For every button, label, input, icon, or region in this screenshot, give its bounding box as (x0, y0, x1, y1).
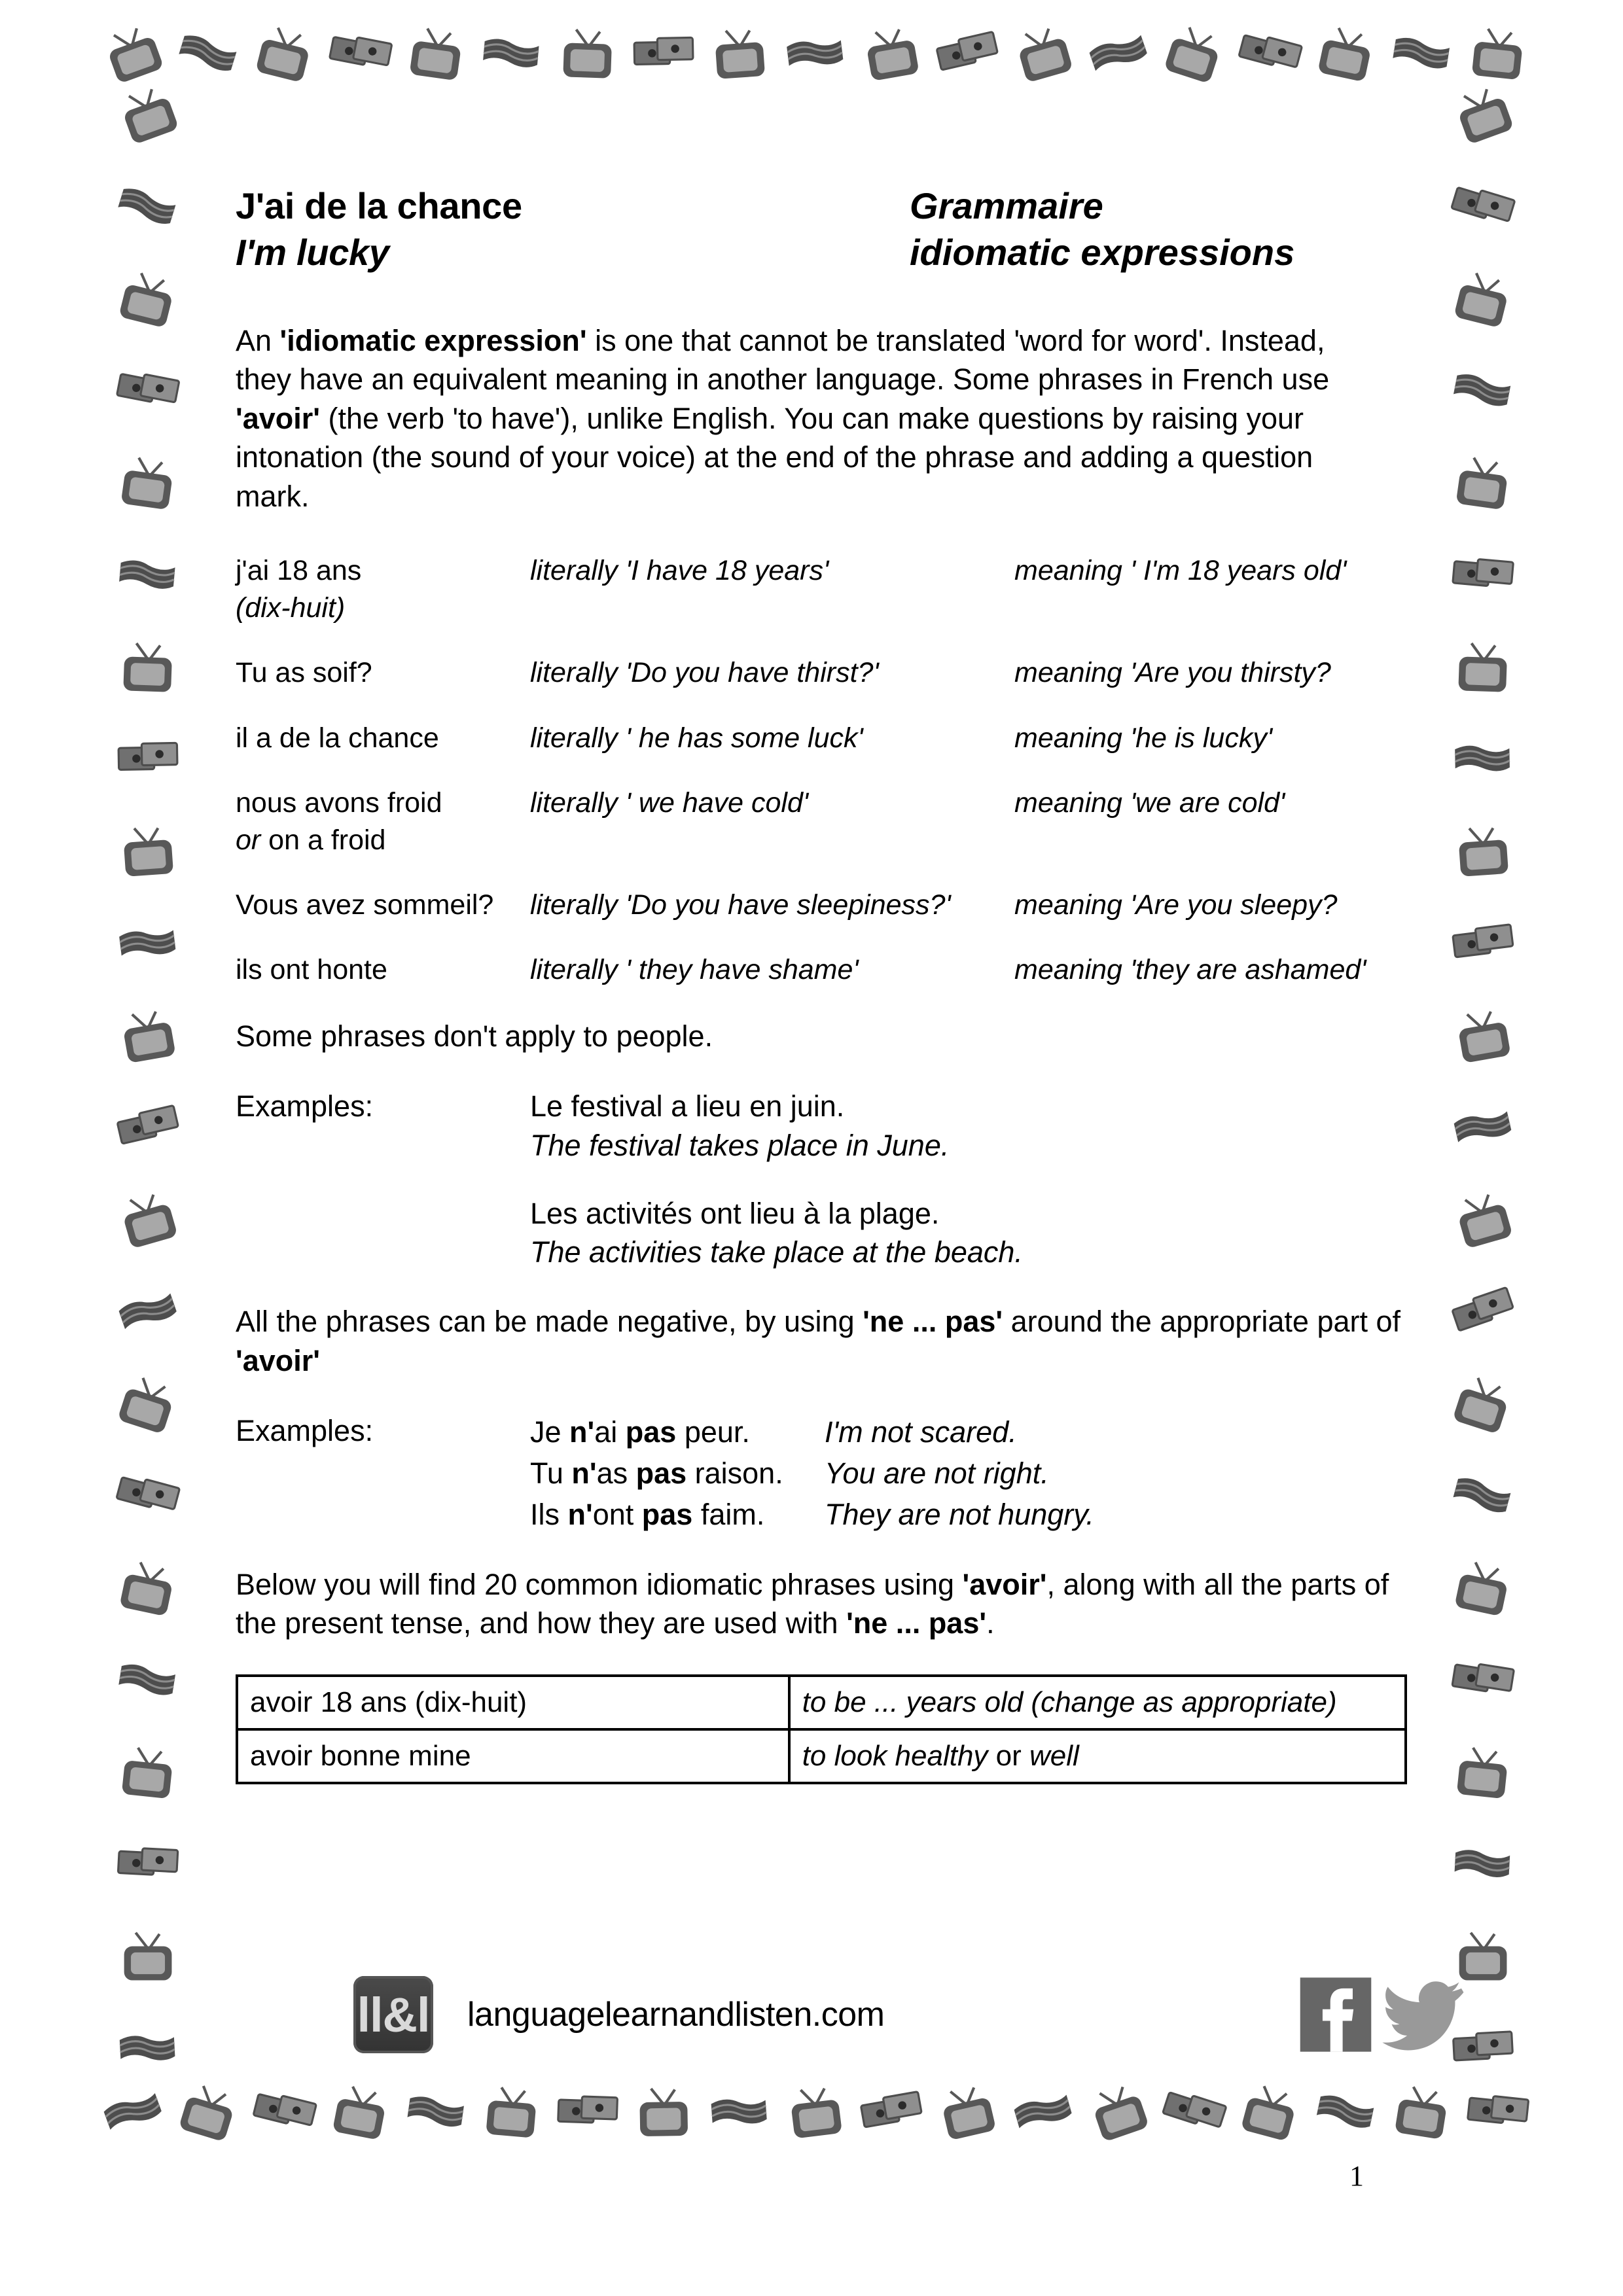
table-cell-english (789, 1676, 1406, 1729)
money-icon (250, 2076, 318, 2144)
idiom-french: Tu as soif? (236, 657, 372, 689)
tv-icon (1448, 631, 1516, 699)
tv-icon (1084, 2076, 1152, 2144)
idiom-meaning: meaning 'we are cold' (1014, 786, 1285, 819)
idiom-literal: literally 'Do you have thirst?' (530, 657, 879, 689)
idiom-row (236, 887, 1407, 924)
idiom-french-alt: on a froid (260, 824, 386, 856)
tv-icon (113, 1000, 181, 1068)
idiom-literal: literally 'I have 18 years' (530, 555, 829, 587)
example-french: Le festival a lieu en juin. (530, 1089, 845, 1123)
flag-icon (113, 1644, 181, 1712)
tv-icon (174, 2076, 242, 2144)
money-icon (1160, 2076, 1228, 2144)
money-icon (1448, 908, 1516, 976)
idiom-table (236, 552, 1407, 989)
flag-icon (705, 2076, 773, 2144)
money-icon (1448, 1276, 1516, 1344)
examples-places-body (530, 1087, 1407, 1272)
tv-icon (1236, 2076, 1304, 2144)
flag-icon (113, 171, 181, 239)
idiom-french (236, 552, 530, 627)
phrase-table (236, 1674, 1407, 1784)
tv-icon (781, 2076, 849, 2144)
tv-icon (1448, 815, 1516, 883)
example-french: Les activités ont lieu à la plage. (530, 1196, 940, 1230)
flag-icon (98, 2076, 166, 2144)
example-pair (530, 1194, 1407, 1273)
table-cell-french: avoir bonne mine (237, 1729, 789, 1783)
flag-icon (1448, 355, 1516, 423)
flag-icon (113, 908, 181, 976)
tv-icon (113, 1184, 181, 1252)
idiom-french-main: j'ai 18 ans (236, 555, 362, 587)
idiom-meaning: meaning ' I'm 18 years old' (1014, 555, 1347, 587)
money-icon (933, 18, 1001, 86)
flag-icon (1448, 1460, 1516, 1528)
tv-icon (857, 18, 925, 86)
flag-icon (1008, 2076, 1077, 2144)
flag-icon (1448, 723, 1516, 791)
flag-icon (113, 2013, 181, 2081)
page-title-french: J'ai de la chance (236, 185, 522, 226)
money-icon (326, 18, 394, 86)
money-icon (1448, 1644, 1516, 1712)
brand-logo: ll&l (353, 1976, 433, 2053)
neg-post: raison. (687, 1457, 783, 1491)
negative-example-row (530, 1453, 1407, 1494)
idiom-or-word: or (236, 824, 261, 856)
table-cell-english (789, 1729, 1406, 1783)
tv-icon (933, 2076, 1001, 2144)
flag-icon (781, 18, 849, 86)
idiom-french: Vous avez sommeil? (236, 889, 494, 921)
closing-text-2: , along with all the parts of the present tense, and how they are used with (236, 1568, 1389, 1640)
twitter-icon[interactable] (1381, 1976, 1466, 2053)
money-icon (1463, 2076, 1531, 2144)
negative-french (530, 1453, 825, 1494)
neg-post: faim. (692, 1498, 765, 1532)
social-links (1297, 1976, 1466, 2053)
negative-example-row (530, 1494, 1407, 1535)
decorative-border-left (105, 79, 190, 2081)
decorative-border-top (98, 9, 1531, 94)
examples-negative-block (236, 1411, 1407, 1535)
money-icon (1236, 18, 1304, 86)
flag-icon (113, 539, 181, 607)
neg-bold-ne: n' (567, 1498, 593, 1532)
tv-icon (553, 18, 621, 86)
money-icon (1448, 171, 1516, 239)
negative-english: I'm not scared. (825, 1415, 1017, 1449)
decorative-border-right (1440, 79, 1525, 2081)
tv-icon (477, 2076, 545, 2144)
tv-icon (705, 18, 773, 86)
money-icon (113, 1828, 181, 1896)
tv-icon (98, 18, 166, 86)
negative-bold-2: 'avoir' (236, 1343, 320, 1377)
tv-icon (1448, 1000, 1516, 1068)
money-icon (113, 1091, 181, 1159)
neg-bold-ne: n' (571, 1457, 597, 1491)
idiom-french: ils ont honte (236, 954, 387, 986)
negative-french (530, 1411, 825, 1453)
tv-icon (629, 2076, 697, 2144)
tv-icon (1448, 263, 1516, 331)
negative-text-1: All the phrases can be made negative, by using (236, 1305, 863, 1339)
example-pair (530, 1087, 1407, 1165)
idiom-row (236, 552, 1407, 627)
website-url[interactable]: languagelearnandlisten.com (467, 1996, 885, 2034)
example-english: The festival takes place in June. (530, 1128, 950, 1162)
money-icon (553, 2076, 621, 2144)
idiom-meaning: meaning 'Are you sleepy? (1014, 889, 1338, 921)
idiom-french-main: nous avons froid (236, 786, 442, 819)
table-cell-french: avoir 18 ans (dix-huit) (237, 1676, 789, 1729)
tv-icon (113, 1920, 181, 1988)
closing-bold-2: 'ne ... pas' (846, 1606, 987, 1640)
header-left (236, 183, 910, 275)
cell-upright: or (995, 1739, 1022, 1772)
tv-icon (1008, 18, 1077, 86)
closing-text-1: Below you will find 20 common idiomatic phrases using (236, 1568, 963, 1602)
decorative-border-bottom (98, 2068, 1531, 2153)
money-icon (113, 355, 181, 423)
negative-english: You are not right. (825, 1457, 1049, 1491)
flag-icon (1387, 18, 1455, 86)
neg-pre: Tu (530, 1457, 572, 1491)
tv-icon (1448, 79, 1516, 147)
flag-icon (113, 1276, 181, 1344)
examples-negative-body (530, 1411, 1407, 1535)
examples-label: Examples: (236, 1089, 374, 1123)
negative-note (236, 1302, 1407, 1380)
tv-icon (113, 79, 181, 147)
tv-icon (1448, 1552, 1516, 1620)
intro-text-1: An (236, 324, 280, 358)
idiom-french: il a de la chance (236, 722, 439, 754)
section-subtitle: idiomatic expressions (910, 231, 1295, 273)
idiom-row (236, 951, 1407, 989)
neg-mid: ont (592, 1498, 642, 1532)
tv-icon (1160, 18, 1228, 86)
tv-icon (1448, 1368, 1516, 1436)
neg-pre: Ils (530, 1498, 568, 1532)
page-footer (353, 1976, 1466, 2053)
intro-paragraph (236, 321, 1387, 516)
idiom-meaning: meaning 'he is lucky' (1014, 722, 1273, 754)
tv-icon (113, 447, 181, 515)
flag-icon (402, 2076, 470, 2144)
idiom-french (236, 785, 530, 859)
tv-icon (113, 1368, 181, 1436)
idiom-french-alt: (dix-huit) (236, 592, 346, 624)
closing-note (236, 1565, 1407, 1643)
neg-bold-ne: n' (569, 1415, 595, 1449)
neg-mid: ai (594, 1415, 626, 1449)
tv-icon (1448, 1737, 1516, 1805)
neg-pre: Je (530, 1415, 570, 1449)
idiom-row (236, 785, 1407, 859)
flag-icon (1084, 18, 1152, 86)
idiom-meaning: meaning 'they are ashamed' (1014, 954, 1366, 986)
flag-icon (1448, 1828, 1516, 1896)
facebook-icon[interactable] (1297, 1976, 1374, 2053)
negative-french (530, 1494, 825, 1535)
cell-italic-1: to be ... years old (change as appropriate) (802, 1686, 1337, 1718)
note-not-people: Some phrases don't apply to people. (236, 1019, 713, 1053)
negative-text-2: around the appropriate part of (1003, 1305, 1401, 1339)
tv-icon (113, 263, 181, 331)
cell-italic-2: well (1021, 1739, 1079, 1772)
idiom-literal: literally ' they have shame' (530, 954, 859, 986)
page-title-english: I'm lucky (236, 231, 389, 273)
flag-icon (1448, 1091, 1516, 1159)
tv-icon (1311, 18, 1380, 86)
money-icon (113, 723, 181, 791)
idiom-literal: literally ' he has some luck' (530, 722, 863, 754)
idiom-row (236, 654, 1407, 692)
neg-post: peur. (676, 1415, 750, 1449)
table-row (237, 1729, 1406, 1783)
tv-icon (1387, 2076, 1455, 2144)
examples-label: Examples: (236, 1414, 374, 1448)
tv-icon (113, 1737, 181, 1805)
tv-icon (1448, 447, 1516, 515)
document-content (236, 183, 1407, 1784)
neg-mid: as (596, 1457, 636, 1491)
money-icon (1448, 539, 1516, 607)
flag-icon (477, 18, 545, 86)
negative-english: They are not hungry. (825, 1498, 1094, 1532)
money-icon (113, 1460, 181, 1528)
tv-icon (250, 18, 318, 86)
neg-bold-pas: pas (635, 1457, 687, 1491)
tv-icon (113, 815, 181, 883)
idiom-literal: literally 'Do you have sleepiness?' (530, 889, 951, 921)
tv-icon (402, 18, 470, 86)
negative-example-row (530, 1411, 1407, 1453)
examples-places-block (236, 1087, 1407, 1272)
table-row (237, 1676, 1406, 1729)
tv-icon (113, 1552, 181, 1620)
intro-bold-1: 'idiomatic expression' (279, 324, 587, 358)
money-icon (857, 2076, 925, 2144)
example-english: The activities take place at the beach. (530, 1235, 1023, 1269)
idiom-french-alt-line (236, 822, 530, 859)
flag-icon (174, 18, 242, 86)
negative-bold-1: 'ne ... pas' (863, 1305, 1003, 1339)
idiom-literal: literally ' we have cold' (530, 786, 809, 819)
cell-italic-1: to look healthy (802, 1739, 996, 1772)
tv-icon (113, 631, 181, 699)
neg-bold-pas: pas (641, 1498, 693, 1532)
intro-bold-2: 'avoir' (236, 401, 320, 435)
page-number: 1 (1349, 2160, 1364, 2192)
idiom-meaning: meaning 'Are you thirsty? (1014, 657, 1331, 689)
neg-bold-pas: pas (625, 1415, 677, 1449)
closing-bold-1: 'avoir' (962, 1568, 1047, 1602)
intro-text-3: (the verb 'to have'), unlike English. You can make questions by raising your intonation (the sound of your voice) at the end of the phrase and adding a question mark. (236, 401, 1313, 513)
tv-icon (1448, 1184, 1516, 1252)
tv-icon (326, 2076, 394, 2144)
section-title: Grammaire (910, 185, 1103, 226)
tv-icon (1463, 18, 1531, 86)
header-right (910, 183, 1407, 275)
money-icon (629, 18, 697, 86)
document-header (236, 183, 1407, 275)
idiom-row (236, 720, 1407, 757)
intro-text-2: is one that cannot be translated 'word for word'. Instead, they have an equivalent meaning in another language. Some phrases in French use (236, 324, 1330, 397)
closing-text-3: . (986, 1606, 995, 1640)
flag-icon (1311, 2076, 1380, 2144)
